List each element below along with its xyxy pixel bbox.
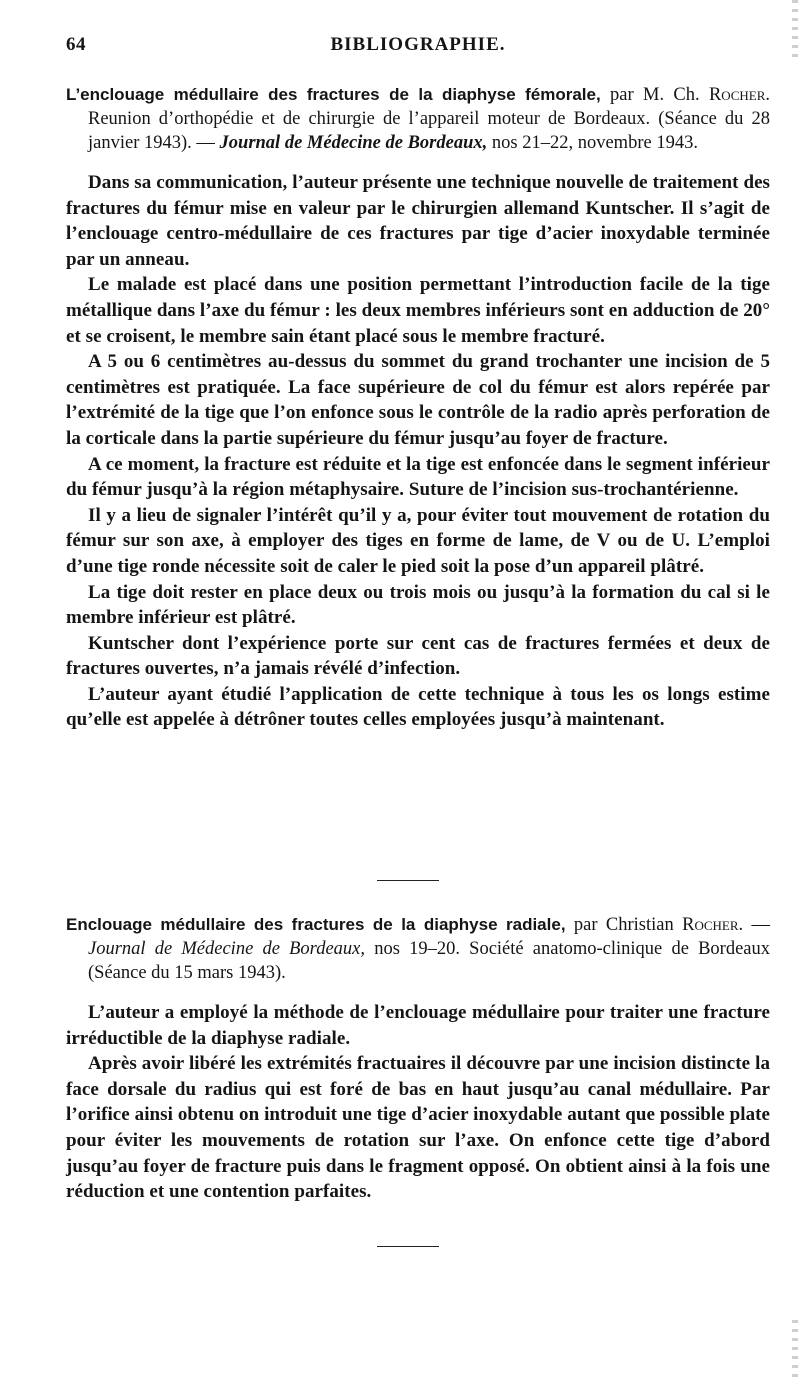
citation-event: Reunion d’orthopédie et de chirurgie de l’appareil moteur de Bordeaux. (Séance du 28 janvier 1943). — [88,109,770,153]
article-body [66,170,770,733]
article-title: L’enclouage médullaire des fractures de la diaphyse fémorale, [66,85,601,104]
citation-author: Rocher. [682,915,744,935]
article-body [66,1000,770,1205]
paragraph: Dans sa communication, l’auteur présente une technique nouvelle de traitement des fractures du fémur mise en valeur par le chirurgien allemand Kuntscher. Il s’agit de l’enclouage centro-médullaire de ces fractures par tige d’acier inoxydable terminée par un anneau. [66,172,770,270]
section-divider [377,1246,439,1247]
paragraph: Il y a lieu de signaler l’intérêt qu’il y a, pour éviter tout mouvement de rotation du fémur sur son axe, à employer des tiges en forme de lame, de V ou de U. L’emploi d’une tige ronde nécessite soit de caler le pied soit la pose d’un appareil plâtré. [66,504,770,577]
running-head: BIBLIOGRAPHIE. [330,34,506,55]
citation-dash: — [751,915,771,935]
paragraph: A ce moment, la fracture est réduite et la tige est enfoncée dans le segment inférieur du fémur jusqu’à la région métaphysaire. Suture de l’incision sus-trochantérienne. [66,453,770,501]
page-header [66,34,770,64]
article-radial [66,913,770,1205]
page-edge-mark [792,0,798,60]
citation-by: par Christian [573,915,674,935]
article-title: Enclouage médullaire des fractures de la diaphyse radiale, [66,915,566,934]
citation-journal: Journal de Médecine de Bordeaux, [88,939,365,959]
paragraph: Le malade est placé dans une position permettant l’introduction facile de la tige métallique dans l’axe du fémur : les deux membres inférieurs sont en adduction de 20° et se croisent, le membre sain étant placé sous le membre fracturé. [66,274,770,347]
citation-author: Rocher. [708,85,770,105]
article-femoral [66,83,770,733]
paragraph: L’auteur a employé la méthode de l’enclouage médullaire pour traiter une fracture irréductible de la diaphyse radiale. [66,1002,770,1049]
citation-issue: nos 21–22, novembre 1943. [491,133,698,153]
citation-journal: Journal de Médecine de Bordeaux, [219,133,488,153]
paragraph: La tige doit rester en place deux ou trois mois ou jusqu’à la formation du cal si le membre inférieur est plâtré. [66,581,770,629]
citation-by: par M. Ch. [610,85,700,105]
paragraph: Kuntscher dont l’expérience porte sur cent cas de fractures fermées et deux de fractures ouvertes, n’a jamais révélé d’infection. [66,632,770,680]
section-divider [377,880,439,881]
article-citation [66,913,770,985]
paragraph: L’auteur ayant étudié l’application de cette technique à tous les os longs estime qu’elle est appelée à détrôner toutes celles employées jusqu’à maintenant. [66,683,770,731]
paragraph: Après avoir libéré les extrémités fractuaires il découvre par une incision distincte la face dorsale du radius qui est foré de bas en haut jusqu’au canal médullaire. Par l’orifice ainsi obtenu on introduit une tige d’acier inoxydable autant que possible plate pour éviter les mouvements de rotation sur l’axe. On enfonce cette tige d’abord jusqu’au foyer de fracture puis dans le fragment opposé. On obtient ainsi à la fois une réduction et une contention parfaites. [66,1053,770,1203]
citation-issue: nos 19–20. Société anatomo-clinique de Bordeaux (Séance du 15 mars 1943). [88,939,771,983]
paragraph: A 5 ou 6 centimètres au-dessus du sommet du grand trochanter une incision de 5 centimètres est pratiquée. La face supérieure de col du fémur est alors repérée par l’extrémité de la tige que l’on enfonce sous le contrôle de la radio après perforation de la corticale dans la partie supérieure du fémur jusqu’au foyer de fracture. [66,351,770,449]
page-number: 64 [66,34,86,55]
page-edge-mark [792,1320,798,1378]
article-citation [66,83,770,155]
